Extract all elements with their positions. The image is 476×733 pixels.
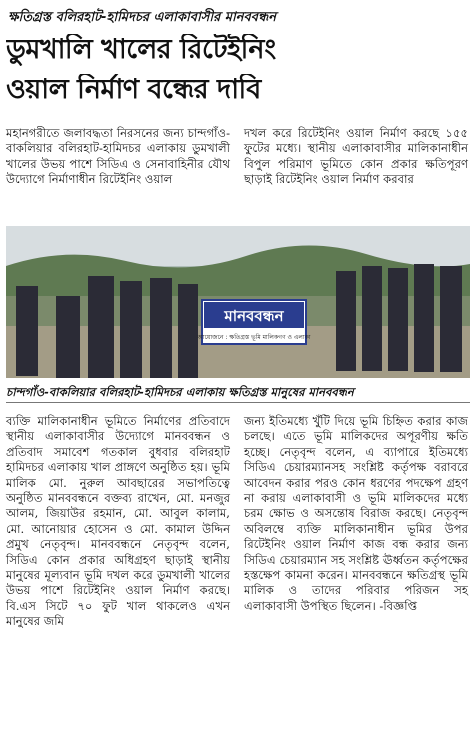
headline-line-1: ডুমখালি খালের রিটেইনিং [6,34,276,65]
headline-line-2: ওয়াল নির্মাণ বন্ধের দাবি [6,74,261,105]
photo-illustration [6,226,470,378]
body-paragraph: দখল করে রিটেইনিং ওয়াল নির্মাণ করছে ১৫৫ ফুটের মধ্যে। স্থানীয় এলাকাবাসীর মালিকানাধীন বিপুল পরিমাণ ভূমিতে কোন প্রকার ক্ষতিপূরণ ছাড়াই রিটেইনিং ওয়াল নির্মাণ করবার [244,126,468,187]
caption-divider [6,402,470,403]
banner-subtitle: আয়োজনে : ক্ষতিগ্রস্ত ভূমি মালিকগণ ও এলাকা [197,334,311,341]
photo-caption: চান্দগাঁও-বাকলিয়ার বলিরহাট-হামিদচর এলাকায় ক্ষতিগ্রস্ত মানুষের মানববন্ধন [6,385,354,399]
body-column-left-top [6,126,230,188]
kicker-line: ক্ষতিগ্রস্ত বলিরহাট-হামিদচর এলাকাবাসীর মানববন্ধন [8,10,277,25]
body-column-right-bottom [244,414,468,614]
body-column-right-top [244,126,468,188]
body-paragraph: ব্যক্তি মালিকানাধীন ভূমিতে নির্মাণের প্রতিবাদে স্থানীয় এলাকাবাসীর উদ্যোগে মানববন্ধন ও প্রতিবাদ সমাবেশ গতকাল বুধবার বলিরহাট হামিদচর এলাকায় খাল প্রাঙ্গণে অনুষ্ঠিত হয়। ভূমি মালিক মো. নুরুল আবছারের সভাপতিত্বে অনুষ্ঠিত মানববন্ধনে বক্তব্য রাখেন, মো. মনজুর আলম, জিয়াউর রহমান, মো. আবুল কালাম, মো. আনোয়ার হোসেন ও মো. কামাল উদ্দিন প্রমুখ নেতৃবৃন্দ। মানববন্ধনে নেতৃবৃন্দ বলেন, সিডিএ কোন প্রকার অধিগ্রহণ ছাড়াই স্থানীয় মানুষের মূল্যবান ভূমি দখল করে ডুমখালী খালের উভয় পাশে রিটেইনিং ওয়াল নির্মাণ করছে। বি.এস সিটে ৭০ ফুট খাল থাকলেও এখন মানুষের জমি [6,414,230,629]
banner-title: মানববন্ধন [224,307,284,325]
news-photo [6,226,470,378]
body-column-left-bottom [6,414,230,630]
body-paragraph: জন্য ইতিমধ্যে খুঁটি দিয়ে ভূমি চিহ্নিত করার কাজ চলছে। এতে ভূমি মালিকদের অপূরণীয় ক্ষতি হচ্ছে। নেতৃবৃন্দ বলেন, এ ব্যাপারে ইতিমধ্যে সিডিএ চেয়ারম্যানসহ সংশ্লিষ্ট কর্তৃপক্ষ বরাবরে আবেদন করার পরও কোন ধরণের পদক্ষেপ গ্রহণ না করায় এলাকাবাসী ও ভূমি মালিকদের মধ্যে চরম ক্ষোভ ও অসন্তোষ বিরাজ করছে। নেতৃবৃন্দ অবিলম্বে ব্যক্তি মালিকানাধীন ভূমির উপর রিটেইনিং ওয়াল নির্মাণ কাজ বন্ধ করার জন্য সিডিএ চেয়ারম্যান সহ সংশ্লিষ্ট ঊর্ধ্বতন কর্তৃপক্ষের হস্তক্ষেপ কামনা করেন। মানববন্ধনে ক্ষতিগ্রস্থ ভূমি মালিক ও তাদের পরিবার পরিজন সহ এলাকাবাসী উপস্থিত ছিলেন। -বিজ্ঞপ্তি [244,414,468,613]
body-paragraph: মহানগরীতে জলাবদ্ধতা নিরসনের জন্য চান্দগাঁও-বাকলিয়ার বলিরহাট-হামিদচর এলাকায় ডুমখালী খালের উভয় পাশে সিডিএ ও সেনাবাহিনীর যৌথ উদ্যোগে নির্মাণাধীন রিটেইনিং ওয়াল [6,126,230,187]
